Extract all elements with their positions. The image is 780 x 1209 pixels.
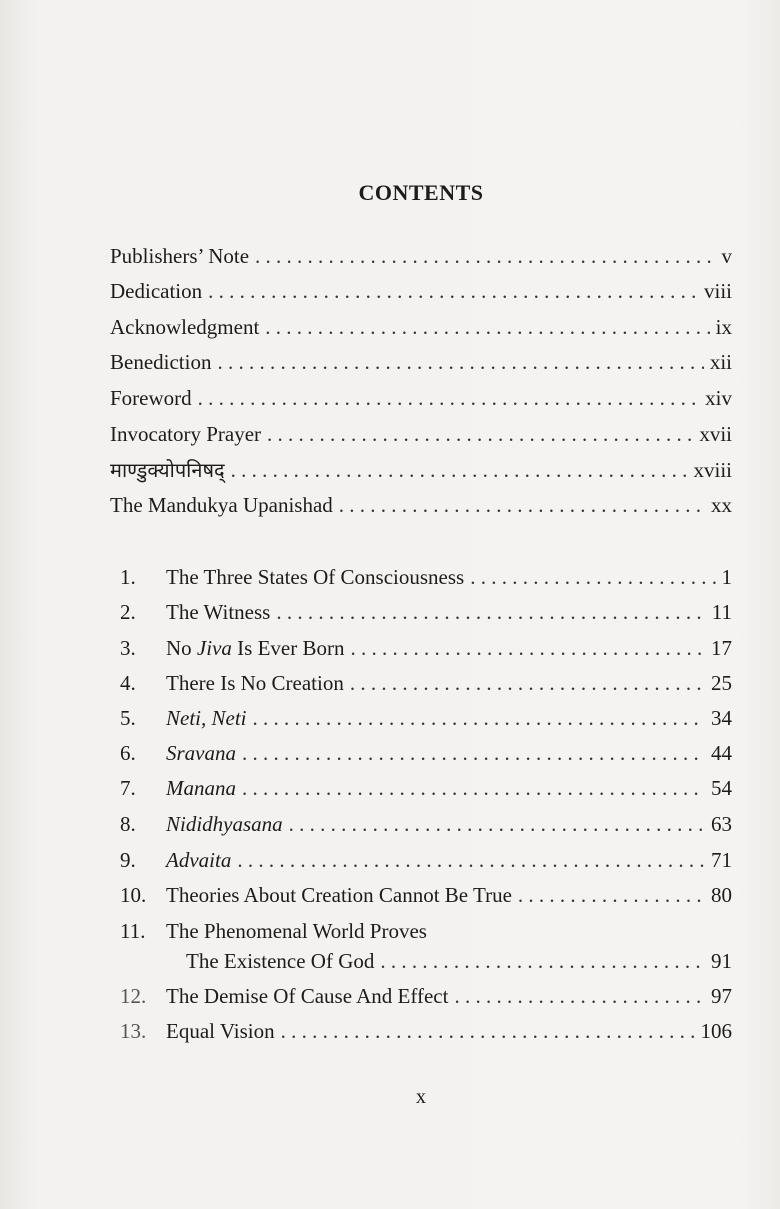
- chapter-entry[interactable]: [120, 594, 732, 630]
- dot-leader: [253, 700, 706, 736]
- dot-leader: [255, 238, 715, 274]
- chapter-entry[interactable]: [120, 735, 732, 771]
- chapter-entry[interactable]: [120, 877, 732, 913]
- chapter-number: 2.: [120, 600, 136, 624]
- dot-leader: [276, 594, 705, 630]
- chapter-title: Equal Vision: [166, 1019, 275, 1043]
- page-number: xii: [709, 350, 732, 374]
- page-number: 25: [711, 671, 732, 695]
- page-number: viii: [703, 279, 732, 303]
- entry-label: Acknowledgment: [110, 315, 260, 339]
- dot-leader: [265, 309, 709, 345]
- entry-label-sanskrit: माण्डुक्योपनिषद्: [110, 458, 225, 482]
- chapter-title: The Demise Of Cause And Effect: [166, 984, 449, 1008]
- chapter-number: 1.: [120, 565, 136, 589]
- chapter-title: Sravana: [166, 741, 236, 765]
- chapter-number: 6.: [120, 741, 136, 765]
- toc-entry[interactable]: [110, 416, 732, 452]
- page-number: 71: [711, 848, 732, 872]
- page-number: 63: [711, 812, 732, 836]
- chapter-number: 9.: [120, 848, 136, 872]
- page-number: xvii: [699, 422, 732, 446]
- toc-entry[interactable]: [110, 238, 732, 274]
- page-number: 17: [711, 636, 732, 660]
- page-number: 54: [711, 776, 732, 800]
- dot-leader: [454, 978, 705, 1014]
- dot-leader: [198, 380, 700, 416]
- page-number: v: [721, 244, 732, 268]
- chapter-number: 7.: [120, 776, 136, 800]
- chapter-title: There Is No Creation: [166, 671, 344, 695]
- chapter-title: Neti, Neti: [166, 706, 247, 730]
- chapter-entry[interactable]: [120, 630, 732, 666]
- chapter-number: 3.: [120, 636, 136, 660]
- chapter-entry[interactable]: [120, 665, 732, 701]
- page-number: 91: [711, 949, 732, 973]
- chapter-entry[interactable]: [120, 842, 732, 878]
- entry-label: Foreword: [110, 386, 192, 410]
- entry-label: The Mandukya Upanishad: [110, 493, 333, 517]
- chapter-title: The Witness: [166, 600, 271, 624]
- chapter-title: Theories About Creation Cannot Be True: [166, 883, 512, 907]
- chapter-entry[interactable]: [120, 806, 732, 842]
- chapter-number: 11.: [120, 919, 146, 943]
- dot-leader: [350, 665, 705, 701]
- dot-leader: [281, 1013, 695, 1049]
- chapter-number: 8.: [120, 812, 136, 836]
- page-number: 106: [700, 1019, 732, 1043]
- chapter-title: The Phenomenal World Proves: [166, 919, 427, 943]
- toc-entry[interactable]: [110, 273, 732, 309]
- dot-leader: [237, 842, 705, 878]
- chapter-title: Nididhyasana: [166, 812, 283, 836]
- toc-entry[interactable]: [110, 380, 732, 416]
- dot-leader: [380, 943, 705, 979]
- chapter-number: 13.: [120, 1019, 147, 1043]
- chapter-title: Advaita: [166, 848, 232, 872]
- dot-leader: [518, 877, 705, 913]
- page-number: 44: [711, 741, 732, 765]
- chapter-title-continued: The Existence Of God: [186, 949, 375, 973]
- chapter-number: 10.: [120, 883, 147, 907]
- dot-leader: [217, 344, 703, 380]
- dot-leader: [339, 487, 705, 523]
- dot-leader: [470, 559, 715, 595]
- entry-label: Publishers’ Note: [110, 244, 250, 268]
- chapter-title: Manana: [166, 776, 236, 800]
- toc-entry[interactable]: [110, 487, 732, 523]
- entry-label: Invocatory Prayer: [110, 422, 262, 446]
- chapter-entry-continuation[interactable]: [186, 943, 732, 979]
- page-number: 34: [711, 706, 732, 730]
- entry-label: Dedication: [110, 279, 203, 303]
- chapter-entry[interactable]: [120, 770, 732, 806]
- chapter-entry[interactable]: [120, 978, 732, 1014]
- page-number: xx: [711, 493, 732, 517]
- dot-leader: [267, 416, 693, 452]
- chapter-entry[interactable]: [120, 700, 732, 736]
- toc-entry[interactable]: [110, 344, 732, 380]
- dot-leader: [289, 806, 705, 842]
- page-number: xiv: [705, 386, 732, 410]
- chapter-entry[interactable]: [120, 1013, 732, 1049]
- page-number: 1: [721, 565, 732, 589]
- page-folio: x: [416, 1086, 426, 1108]
- dot-leader: [231, 452, 688, 488]
- page-number: ix: [715, 315, 732, 339]
- page-number: 97: [711, 984, 732, 1008]
- dot-leader: [208, 273, 698, 309]
- dot-leader: [242, 735, 705, 771]
- page-number: 11: [711, 600, 732, 624]
- toc-entry[interactable]: [110, 309, 732, 345]
- dot-leader: [242, 770, 705, 806]
- chapter-title: The Three States Of Consciousness: [166, 565, 465, 589]
- chapter-title: No Jiva Is Ever Born: [166, 636, 345, 660]
- chapter-entry[interactable]: [120, 559, 732, 595]
- entry-label: Benediction: [110, 350, 212, 374]
- dot-leader: [350, 630, 705, 666]
- page-number: 80: [711, 883, 732, 907]
- chapter-number: 12.: [120, 984, 147, 1008]
- toc-entry[interactable]: [110, 452, 732, 488]
- contents-heading: CONTENTS: [358, 180, 484, 205]
- chapter-number: 5.: [120, 706, 136, 730]
- page-number: xviii: [693, 458, 732, 482]
- chapter-number: 4.: [120, 671, 136, 695]
